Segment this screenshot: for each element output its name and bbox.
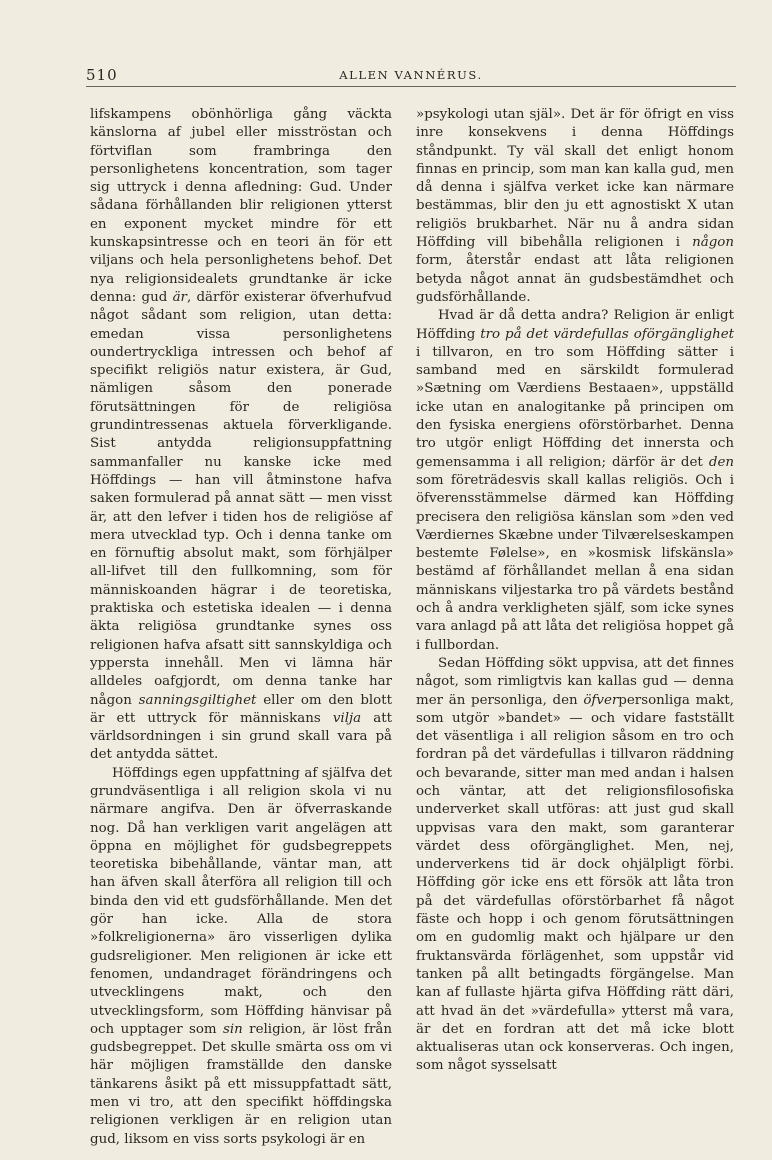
- text-run: Hvad är då detta andra? Religion är enligt Höffding: [416, 308, 734, 342]
- emphasis: den: [708, 454, 734, 470]
- text-run: religion, är löst från gudsbegreppet. Det skulle smärta oss om vi här möjligen framställde den danske tänkarens åsikt på ett missuppfattadt sätt, men vi tro, att den specifikt höffdingska religionen verkligen är en religion utan gud, liksom en viss sorts psykologi är en: [90, 1021, 392, 1147]
- emphasis: är: [172, 289, 187, 305]
- left-column: [90, 106, 392, 1149]
- emphasis: någon: [692, 235, 734, 251]
- text-run: personliga makt, som utgör »bandet» — och vidare fastställt det väsentliga i all religion såsom en tro och fordran på det värdefullas i tillvaron räddning och bevarande, sitter man med andan i halsen och väntar, att det religionsfilosofiska underverket skall utföras: att just gud skall uppvisas vara den makt, som garanterar värdet dess oförgänglighet. Men, nej, underverkens tid är dock ohjälpligt förbi. Höffding gör icke ens ett försök att låta tron på det värdefullas oförstörbarhet få något fäste och hopp i och genom förutsättningen om en gudomlig makt och hjälpare ur den fruktansvärda förlägenhet, som uppstår vid tanken på allt betingadts förgängelse. Man kan af fullaste hjärta gifva Höffding rätt däri, att hvad än det »värdefulla» ytterst må vara, är det en fordran att det må icke blott aktualiseras utan ock konserveras. Och ingen, som något sysselsatt: [416, 692, 734, 1074]
- text-run: , därför existerar öfverhufvud något sådant som religion, utan detta: emedan vissa personlighetens oundertryckliga intressen och behof af specifikt religiös natur existera, är Gud, nämligen såsom den ponerade förutsättningen för de religiösa grundintressenas aktuela förverkligande. Sist antydda religionsuppfattning sammanfaller nu kanske icke med Höffdings — han vill åtminstone hafva saken formulerad på annat sätt — men visst är, att den lefver i tiden hos de religiöse af mera utvecklad typ. Och i denna tanke om en förnuftig absolut makt, som förhjälper all-lifvet till den fullkomning, som för människoanden hägrar i de teoretiska, praktiska och estetiska idealen — i denna äkta religiösa grundtanke synes oss religionen hafva afsatt sitt sannskyldiga och yppersta innehåll. Men vi lämna här alldeles oafgjordt, om denna tanke har någon: [90, 289, 392, 708]
- emphasis: öfver: [583, 692, 619, 708]
- text-run: i tillvaron, en tro som Höffding sätter i samband med en särskildt formulerad »Sætning om Værdiens Bestaaen», uppställd icke utan en analogitanke på principen om den fysiska energiens oförstörbarhet. Denna tro utgör enligt Höffding det innersta och gemensamma i all religion; därför är det: [416, 344, 734, 470]
- emphasis: vilja: [332, 710, 362, 726]
- text-run: som företrädesvis skall kallas religiös. Och i öfverensstämmelse därmed kan Höffding precisera den religiösa känslan som »den ved Værdiernes Skæbne under Tilværelseskampen bestemte Følelse», en »kosmisk lifskänsla» bestämd af förhållandet mellan å ena sidan människans viljestarka tro på värdets bestånd och å andra verkligheten själf, som icke synes vara anlagd på att låta det religiösa hoppet gå i fullbordan.: [416, 472, 734, 653]
- header-rule: [86, 86, 736, 87]
- emphasis: sanningsgiltighet: [138, 692, 257, 708]
- emphasis: sin: [223, 1021, 243, 1037]
- text-run: »psykologi utan själ». Det är för öfrigt en viss inre konsekvens i denna Höffdings ståndpunkt. Ty väl skall det enligt honom finnas en princip, som man kan kalla gud, men då denna i själfva verket icke kan närmare bestämmas, blir den ju ett agnostiskt X utan religiös brukbarhet. När nu å andra sidan Höffding vill bibehålla religionen i: [416, 107, 734, 251]
- text-run: eller om den blott är ett uttryck för människans: [90, 692, 392, 726]
- page-number: 510: [86, 66, 118, 84]
- text-run: att världsordningen i sin grund skall vara på det antydda sättet.: [90, 710, 392, 763]
- paragraph: [90, 106, 392, 765]
- text-run: lifskampens obönhörliga gång väckta känslorna af jubel eller misströstan och förtviflan som frambringa den personlighetens koncentration, som tager sig uttryck i denna afledning: Gud. Under sådana förhållanden blir religionen ytterst en exponent mycket mindre för ett kunskapsintresse och en teori än för ett viljans och hela personlighetens behof. Det nya religionsidealets grundtanke är icke denna: gud: [90, 107, 392, 305]
- paragraph: [416, 106, 734, 307]
- paragraph: [416, 307, 734, 655]
- emphasis: tro på det värdefullas oförgänglighet: [480, 326, 734, 342]
- text-run: form, återstår endast att låta religionen betyda något annat än gudsbestämdhet och gudsförhållande.: [416, 253, 734, 305]
- paragraph: [416, 655, 734, 1076]
- right-column: [416, 106, 734, 1076]
- text-run: Höffdings egen uppfattning af själfva det grundväsentliga i all religion skola vi nu närmare angifva. Den är öfverraskande nog. Då han verkligen varit angelägen att öppna en möjlighet för gudsbegreppets teoretiska bibehållande, väntar man, att han äfven skall återföra all religion till och binda den vid ett gudsförhållande. Men det gör han icke. Alla de stora »folkreligionerna» äro visserligen dylika gudsreligioner. Men religionen är icke ett fenomen, undandraget förändringens och utvecklingens makt, och den utvecklingsform, som Höffding hänvisar på och upptager som: [90, 765, 392, 1037]
- paragraph: [90, 765, 392, 1149]
- text-run: Sedan Höffding sökt uppvisa, att det finnes något, som rimligtvis kan kallas gud — denna mer än personliga, den: [416, 655, 734, 708]
- page-header: [86, 60, 736, 86]
- running-head: ALLEN VANNÉRUS.: [339, 68, 483, 82]
